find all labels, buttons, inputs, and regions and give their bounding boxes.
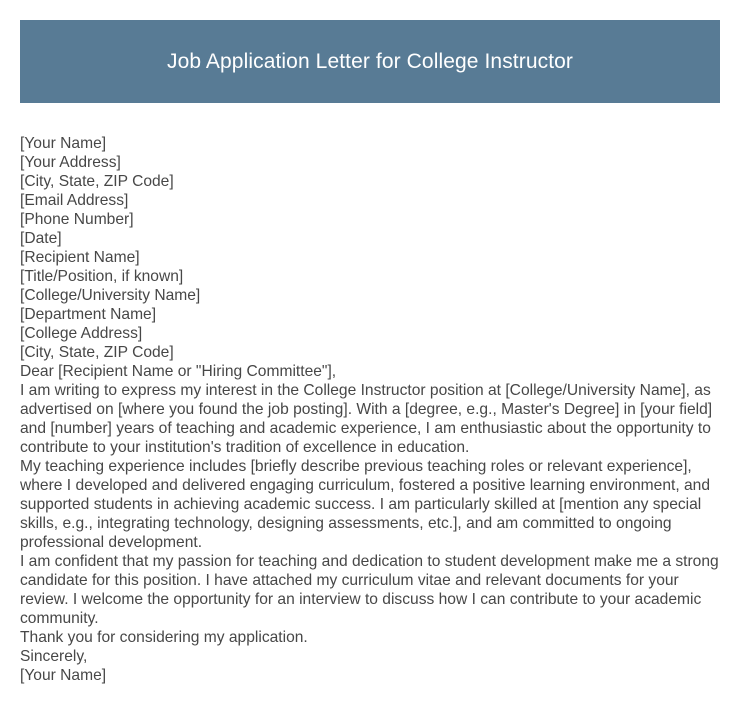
letter-body bbox=[20, 134, 720, 685]
header-banner bbox=[20, 20, 720, 103]
paragraph-intro: I am writing to express my interest in the College Instructor position at [College/University Name], as advertised on [where you found the job posting]. With a [degree, e.g., Master's Degree] in [your field] and [number] years of teaching and academic experience, I am enthusiastic about the opportunity to contribute to your institution's tradition of excellence in education. bbox=[20, 382, 713, 456]
sender-city-state-zip: [City, State, ZIP Code] bbox=[20, 173, 174, 190]
recipient-department: [Department Name] bbox=[20, 306, 157, 323]
signature: [Your Name] bbox=[20, 667, 107, 684]
sender-address: [Your Address] bbox=[20, 154, 121, 171]
sender-name: [Your Name] bbox=[20, 135, 107, 152]
recipient-address: [College Address] bbox=[20, 325, 143, 342]
sender-block bbox=[20, 134, 720, 229]
paragraph-confidence: I am confident that my passion for teaching and dedication to student development make me a strong candidate for this position. I have attached my curriculum vitae and relevant documents for your review. I welcome the opportunity for an interview to discuss how I can contribute to your academic community. bbox=[20, 553, 719, 627]
sender-phone: [Phone Number] bbox=[20, 211, 134, 228]
recipient-college: [College/University Name] bbox=[20, 287, 201, 304]
recipient-city-state-zip: [City, State, ZIP Code] bbox=[20, 344, 174, 361]
sender-email: [Email Address] bbox=[20, 192, 129, 209]
letter-date: [Date] bbox=[20, 230, 62, 247]
recipient-block bbox=[20, 248, 720, 362]
paragraph-thanks: Thank you for considering my application. bbox=[20, 629, 308, 646]
recipient-title: [Title/Position, if known] bbox=[20, 268, 184, 285]
salutation: Dear [Recipient Name or "Hiring Committee"], bbox=[20, 363, 337, 380]
paragraph-experience: My teaching experience includes [briefly describe previous teaching roles or relevant experience], where I developed and delivered engaging curriculum, fostered a positive learning environment, and supported students in achieving academic success. I am particularly skilled at [mention any special skills, e.g., integrating technology, designing assessments, etc.], and am committed to ongoing professional development. bbox=[20, 458, 711, 551]
closing: Sincerely, bbox=[20, 648, 88, 665]
recipient-name: [Recipient Name] bbox=[20, 249, 140, 266]
page-title: Job Application Letter for College Instructor bbox=[166, 49, 574, 73]
